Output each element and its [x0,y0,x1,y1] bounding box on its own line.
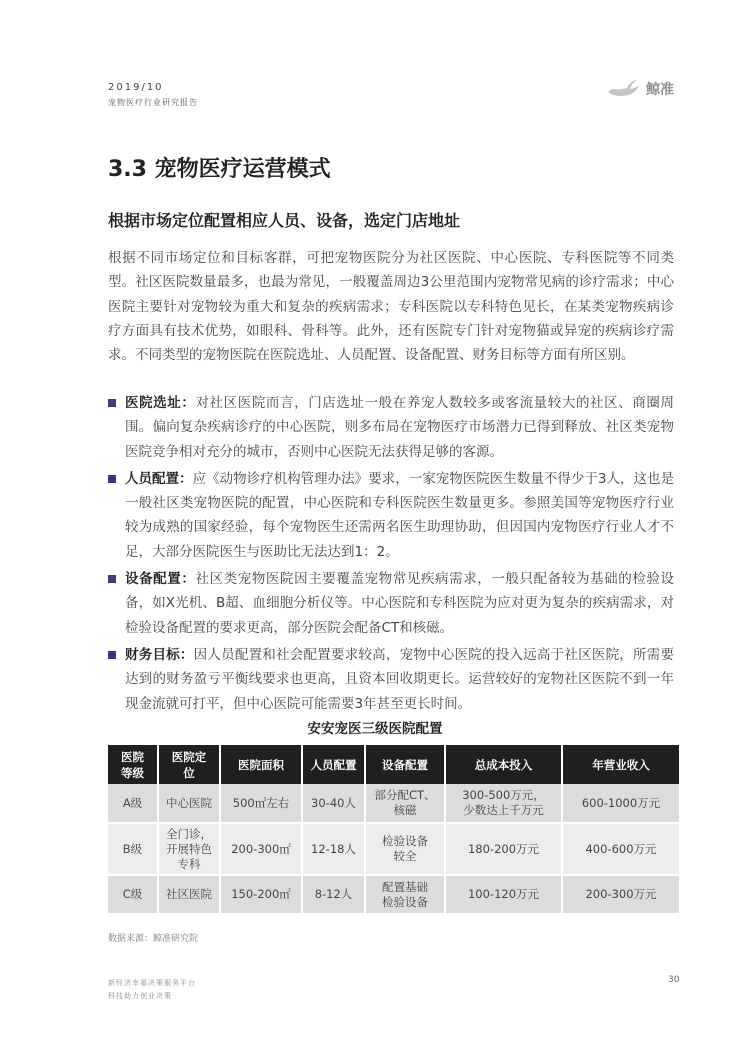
table-cell: 150-200㎡ [220,875,302,913]
report-title: 宠物医疗行业研究报告 [108,98,198,107]
table-row [108,823,679,875]
bullet-title: 人员配置： [125,470,193,487]
header-cell [220,745,302,784]
table-cell: 配置基础 检验设备 [365,875,445,913]
hospital-config-table [108,745,679,913]
header-cell [302,745,365,784]
page-number: 30 [668,975,680,985]
table-title: 安安宠医三级医院配置 [307,721,443,737]
table-cell: 600-1000万元 [562,784,679,823]
table-cell: C级 [108,875,158,913]
table-row [108,875,679,913]
header-cell [445,745,562,784]
logo-text: 鲸准 [646,82,674,98]
section-title: 3.3 宠物医疗运营模式 [108,157,331,182]
data-source: 数据来源：鲸准研究院 [108,934,199,944]
header-label: 医院面积 [238,757,284,772]
table-cell: 12-18人 [302,823,365,875]
bullet-item-equipment [108,567,674,640]
table-cell: 400-600万元 [562,823,679,875]
header-label: 人员配置 [310,757,357,772]
bullet-text: 对社区医院而言，门店选址一般在养宠人数较多或客流量较大的社区、商圈周围。偏向复杂疾病诊疗的中心医院，则多布局在宠物医疗市场潜力已得到释放、社区类宠物医院竞争相对充分的城市，否则中心医院无法获得足够的客源。 [125,395,675,460]
subheading: 根据市场定位配置相应人员、设备，选定门店地址 [108,211,461,230]
header-label: 设备配置 [382,757,428,772]
whale-icon [606,78,642,100]
table-cell: 180-200万元 [445,823,562,875]
table-cell: 8-12人 [302,875,365,913]
bullet-title: 医院选址： [125,395,196,411]
bullet-square-icon [108,651,116,659]
bullet-text: 应《动物诊疗机构管理办法》要求，一家宠物医院医生数量不得少于3人，这也是一般社区类宠物医院的配置，中心医院和专科医院医生数量更多。参照美国等宠物医疗行业较为成熟的国家经验，每个宠物医生还需两名医生助理协助，但因国内宠物医疗行业人才不足，大部分医院医生与医助比无法达到1：2。 [125,470,675,560]
header-label: 医院定 位 [171,749,207,780]
table-cell: 中心医院 [158,784,220,823]
bullet-square-icon [108,475,116,483]
header-label: 医院 等级 [121,749,144,780]
table-row [108,784,679,823]
bullet-title: 设备配置： [125,571,196,588]
footer-tagline: 科技助力创业决策 [108,992,172,1000]
header-cell [562,745,679,784]
bullet-item-finance [108,643,674,716]
header-label: 年营业收入 [592,757,650,772]
header-label: 总成本投入 [474,757,533,772]
header-cell [158,745,220,784]
header-cell [108,745,158,784]
table-cell: 300-500万元， 少数达上千万元 [445,784,562,823]
bullet-item-staffing [108,467,674,564]
bullet-item-location [108,391,674,464]
table-cell: B级 [108,823,158,875]
bullet-text: 因人员配置和社会配置要求较高，宠物中心医院的投入远高于社区医院，所需要达到的财务盈亏平衡线要求也更高，且资本回收期更长。运营较好的宠物社区医院不到一年现金流就可打平，但中心医院可能需要3年甚至更长时间。 [125,646,675,712]
table-cell: 检验设备 较全 [365,823,445,875]
table-cell: 部分配CT、 核磁 [365,784,445,823]
bullet-square-icon [108,575,116,583]
intro-paragraph: 根据不同市场定位和目标客群，可把宠物医院分为社区医院、中心医院、专科医院等不同类型。社区医院数量最多，也最为常见，一般覆盖周边3公里范围内宠物常见病的诊疗需求；中心医院主要针对宠物较为重大和复杂的疾病需求；专科医院以专科特色见长，在某类宠物疾病诊疗方面具有技术优势，如眼科、骨科等。此外，还有医院专门针对宠物猫或异宠的疾病诊疗需求。不同类型的宠物医院在医院选址、人员配置、设备配置、财务目标等方面有所区别。 [108,250,674,364]
bullet-list [108,391,674,719]
bullet-title: 财务目标： [125,646,194,663]
table-cell: 200-300㎡ [220,823,302,875]
bullet-square-icon [108,399,116,407]
table-cell: 社区医院 [158,875,220,913]
table-cell: 全门诊， 开展特色 专科 [158,823,220,875]
table-cell: A级 [108,784,158,823]
table-header-row [108,745,679,784]
footer-slogan: 新经济幸福决策服务平台 [108,979,196,987]
header-cell [365,745,445,784]
table-cell: 200-300万元 [562,875,679,913]
table-cell: 100-120万元 [445,875,562,913]
table-cell: 30-40人 [302,784,365,823]
bullet-text: 社区类宠物医院因主要覆盖宠物常见疾病需求，一般只配备较为基础的检验设备，如X光机、B超、血细胞分析仪等。中心医院和专科医院为应对更为复杂的疾病需求，对检验设备配置的要求更高，部分医院会配备CT和核磁。 [125,571,675,636]
report-date: 2019/10 [108,82,164,93]
brand-logo [606,78,674,100]
table-cell: 500㎡左右 [220,784,302,823]
